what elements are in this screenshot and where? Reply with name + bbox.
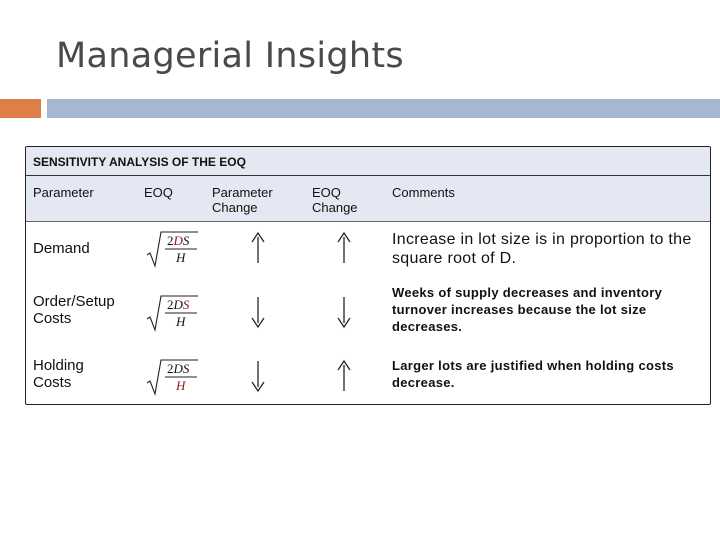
table-caption: SENSITIVITY ANALYSIS OF THE EOQ (33, 155, 246, 169)
formula-denominator: H (176, 314, 186, 329)
row-parameter: Order/Setup Costs (33, 293, 115, 327)
row-comment: Larger lots are justified when holding costs decrease. (392, 358, 674, 390)
header-comments: Comments (392, 185, 455, 200)
eoq-formula (145, 355, 199, 397)
up-arrow-icon (336, 231, 352, 265)
down-arrow-icon (250, 359, 266, 393)
caption-divider (26, 175, 710, 176)
row-parameter: Holding Costs (33, 357, 84, 391)
formula-numerator: 2DS (167, 297, 190, 312)
accent-bar-orange (0, 99, 41, 118)
row-comment: Increase in lot size is in proportion to the square root of D. (392, 231, 692, 267)
header-eoq: EOQ (144, 185, 173, 200)
eoq-formula (145, 291, 199, 333)
down-arrow-icon (336, 295, 352, 329)
up-arrow-icon (336, 359, 352, 393)
accent-bar-blue (47, 99, 720, 118)
formula-numerator: 2DS (167, 233, 190, 248)
slide-title: Managerial Insights (56, 36, 404, 76)
down-arrow-icon (250, 295, 266, 329)
formula-denominator: H (176, 378, 186, 393)
formula-denominator: H (176, 250, 186, 265)
row-comment: Weeks of supply decreases and inventory turnover increases because the lot size decreases. (392, 285, 663, 334)
header-divider (26, 221, 710, 222)
header-parameter-change: Parameter Change (212, 185, 273, 215)
header-eoq-change: EOQ Change (312, 185, 358, 215)
eoq-formula (145, 227, 199, 269)
up-arrow-icon (250, 231, 266, 265)
sensitivity-table (25, 146, 711, 405)
formula-numerator: 2DS (167, 361, 190, 376)
row-parameter: Demand (33, 240, 90, 257)
header-parameter: Parameter (33, 185, 94, 200)
